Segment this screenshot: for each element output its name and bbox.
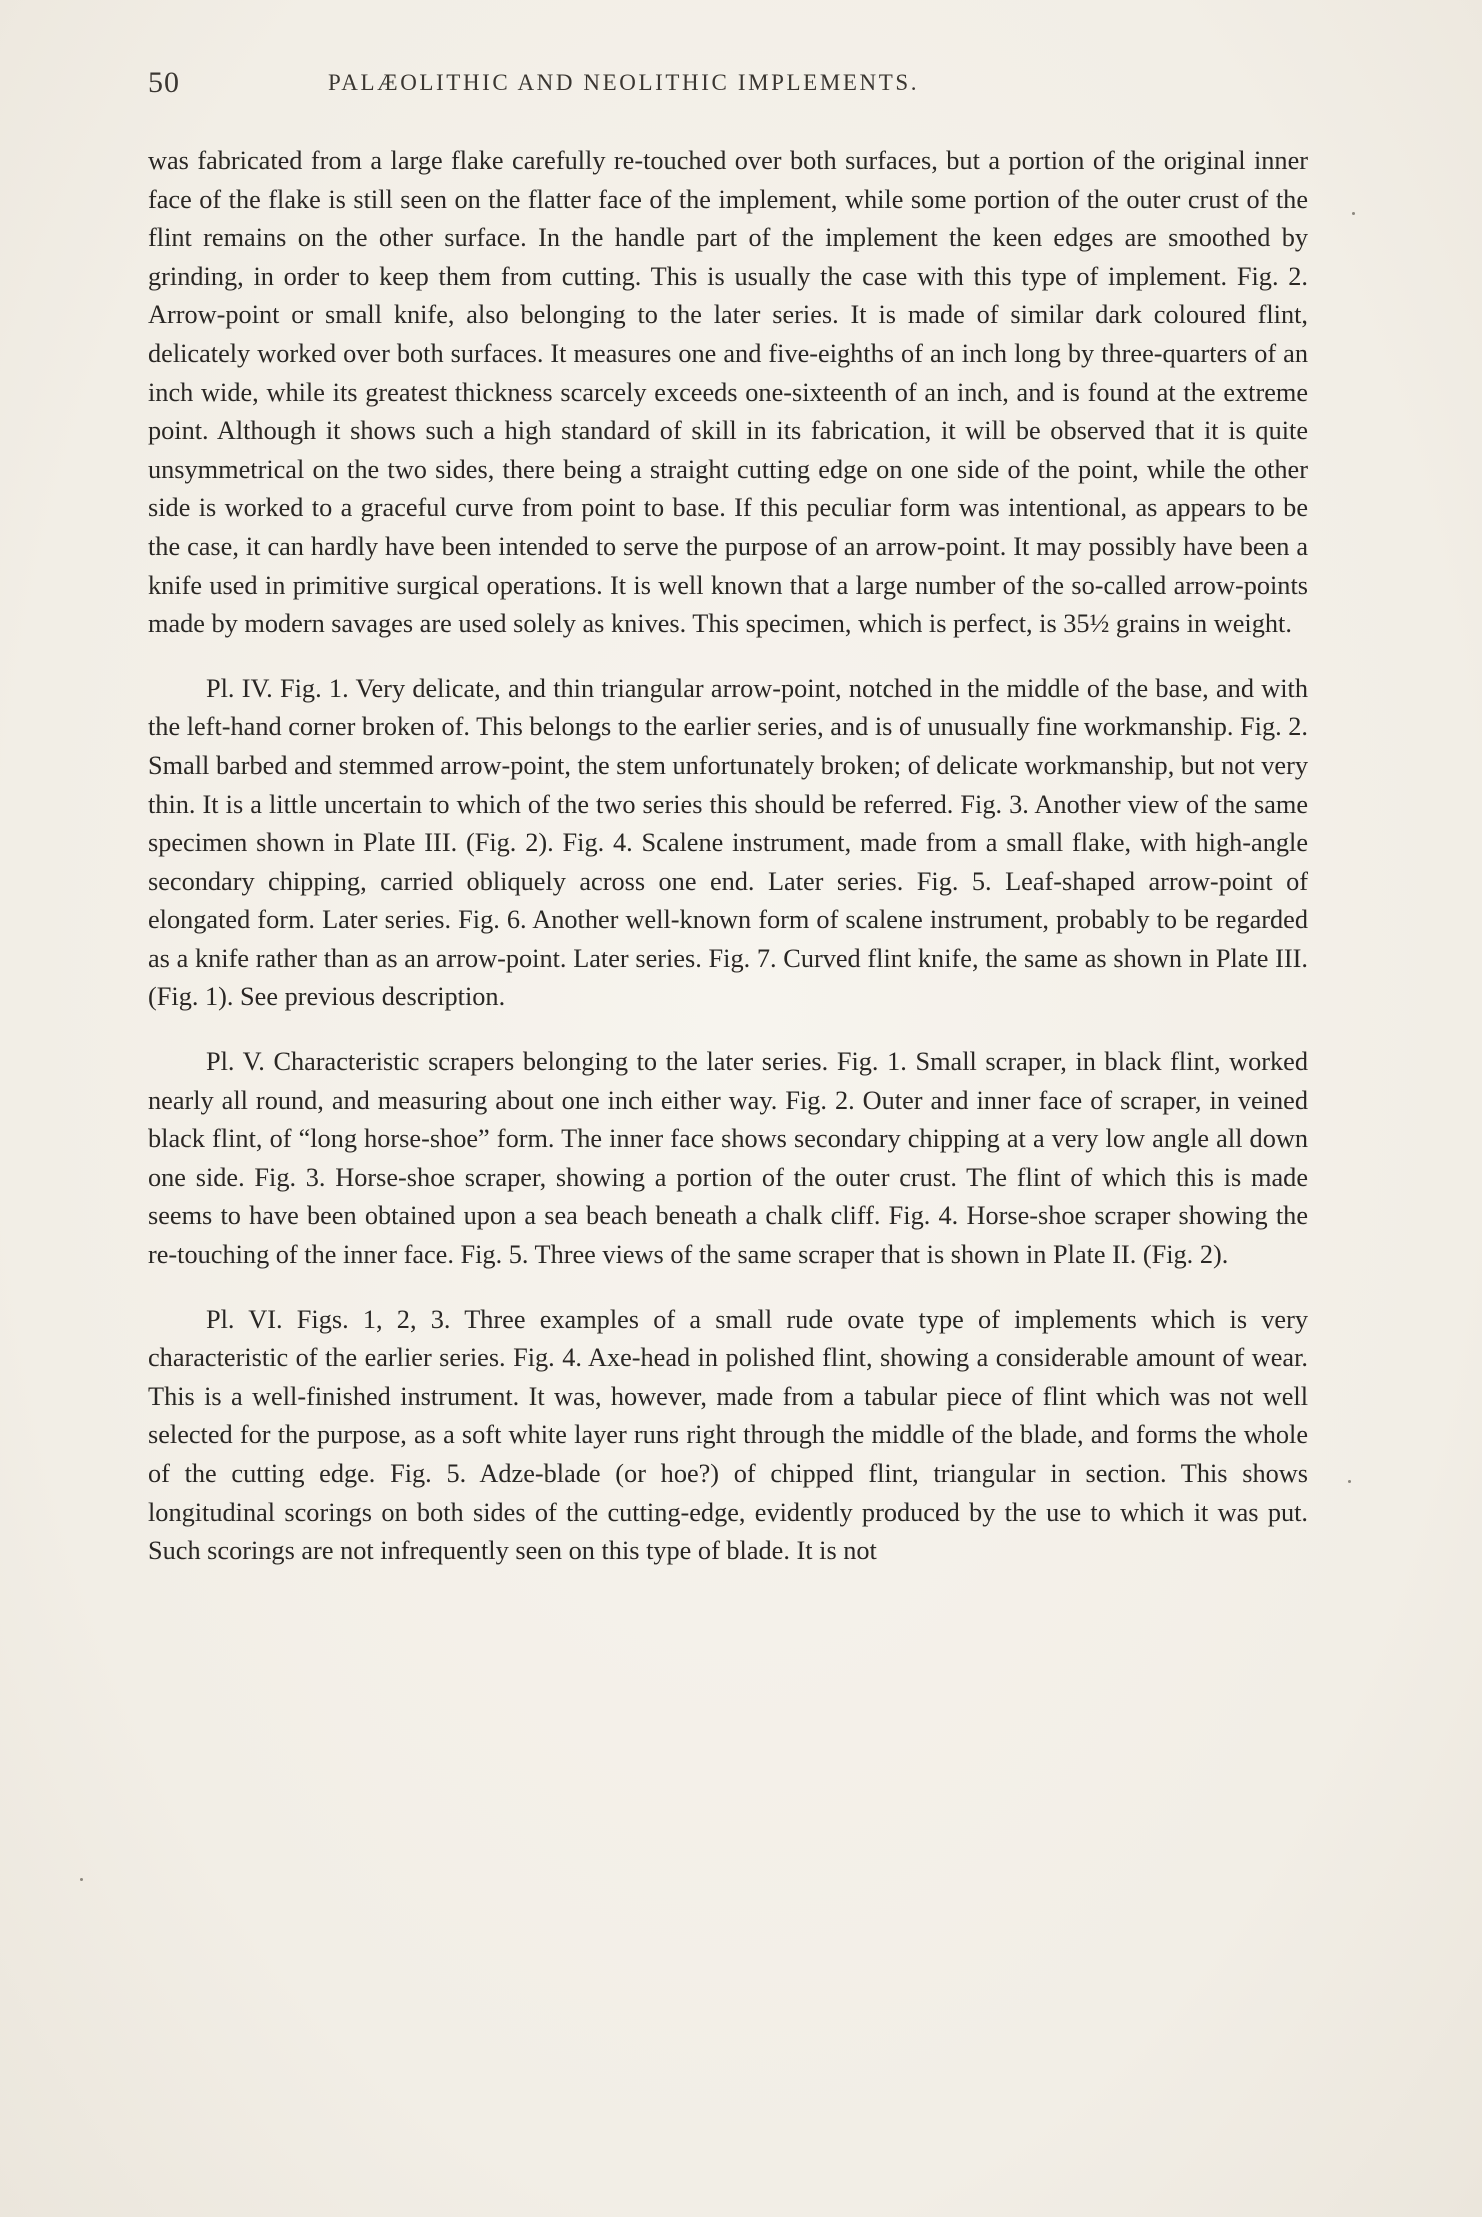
running-title: PALÆOLITHIC AND NEOLITHIC IMPLEMENTS. [328,70,920,95]
paragraph-plate-vi: Pl. VI. Figs. 1, 2, 3. Three examples of a small rude ovate type of implements which is very characteristic of the earlier series. Fig. 4. Axe-head in polished flint, showing a considerable amount of wear. This is a well-finished instrument. It was, however, made from a tabular piece of flint which was not well selected for the purpose, as a soft white layer runs right through the middle of the blade, and forms the whole of the cutting edge. Fig. 5. Adze-blade (or hoe?) of chipped flint, triangular in section. This shows longitudinal scorings on both sides of the cutting-edge, evidently produced by the use to which it was put. Such scorings are not infrequently seen on this type of blade. It is not [148,1304,1308,1566]
paper-speck [80,1878,83,1881]
paragraph-plate-v: Pl. V. Characteristic scrapers belonging to the later series. Fig. 1. Small scraper, in black flint, worked nearly all round, and measuring about one inch either way. Fig. 2. Outer and inner face of scraper, in veined black flint, of “long horse-shoe” form. The inner face shows secondary chipping at a very low angle all down one side. Fig. 3. Horse-shoe scraper, showing a portion of the outer crust. The flint of which this is made seems to have been obtained upon a sea beach beneath a chalk cliff. Fig. 4. Horse-shoe scraper showing the re-touching of the inner face. Fig. 5. Three views of the same scraper that is shown in Plate II. (Fig. 2). [148,1047,1308,1270]
paragraph-continuation: was fabricated from a large flake carefully re-touched over both surfaces, but a portion of the original inner face of the flake is still seen on the flatter face of the implement, while some portion of the outer crust of the flint remains on the other surface. In the handle part of the implement the keen edges are smoothed by grinding, in order to keep them from cutting. This is usually the case with this type of implement. Fig. 2. Arrow-point or small knife, also belonging to the later series. It is made of similar dark coloured flint, delicately worked over both surfaces. It measures one and five-eighths of an inch long by three-quarters of an inch wide, while its greatest thickness scarcely exceeds one-sixteenth of an inch, and is found at the extreme point. Although it shows such a high standard of skill in its fabrication, it will be observed that it is quite unsymmetrical on the two sides, there being a straight cutting edge on one side of the point, while the other side is worked to a graceful curve from point to base. If this peculiar form was intentional, as appears to be the case, it can hardly have been intended to serve the purpose of an arrow-point. It may possibly have been a knife used in primitive surgical operations. It is well known that a large number of the so-called arrow-points made by modern savages are used solely as knives. This specimen, which is perfect, is 35½ grains in weight. [148,146,1308,639]
paper-speck [1348,1480,1351,1483]
page-header [148,66,1328,106]
body-text [148,142,1308,1571]
paper-speck [1352,212,1355,215]
paragraph-plate-iv: Pl. IV. Fig. 1. Very delicate, and thin triangular arrow-point, notched in the middle of the base, and with the left-hand corner broken of. This belongs to the earlier series, and is of unusually fine workmanship. Fig. 2. Small barbed and stemmed arrow-point, the stem unfortunately broken; of delicate workmanship, but not very thin. It is a little uncertain to which of the two series this should be referred. Fig. 3. Another view of the same specimen shown in Plate III. (Fig. 2). Fig. 4. Scalene instrument, made from a small flake, with high-angle secondary chipping, carried obliquely across one end. Later series. Fig. 5. Leaf-shaped arrow-point of elongated form. Later series. Fig. 6. Another well-known form of scalene instrument, probably to be regarded as a knife rather than as an arrow-point. Later series. Fig. 7. Curved flint knife, the same as shown in Plate III. (Fig. 1). See previous description. [148,673,1308,1012]
page-number: 50 [148,66,180,99]
